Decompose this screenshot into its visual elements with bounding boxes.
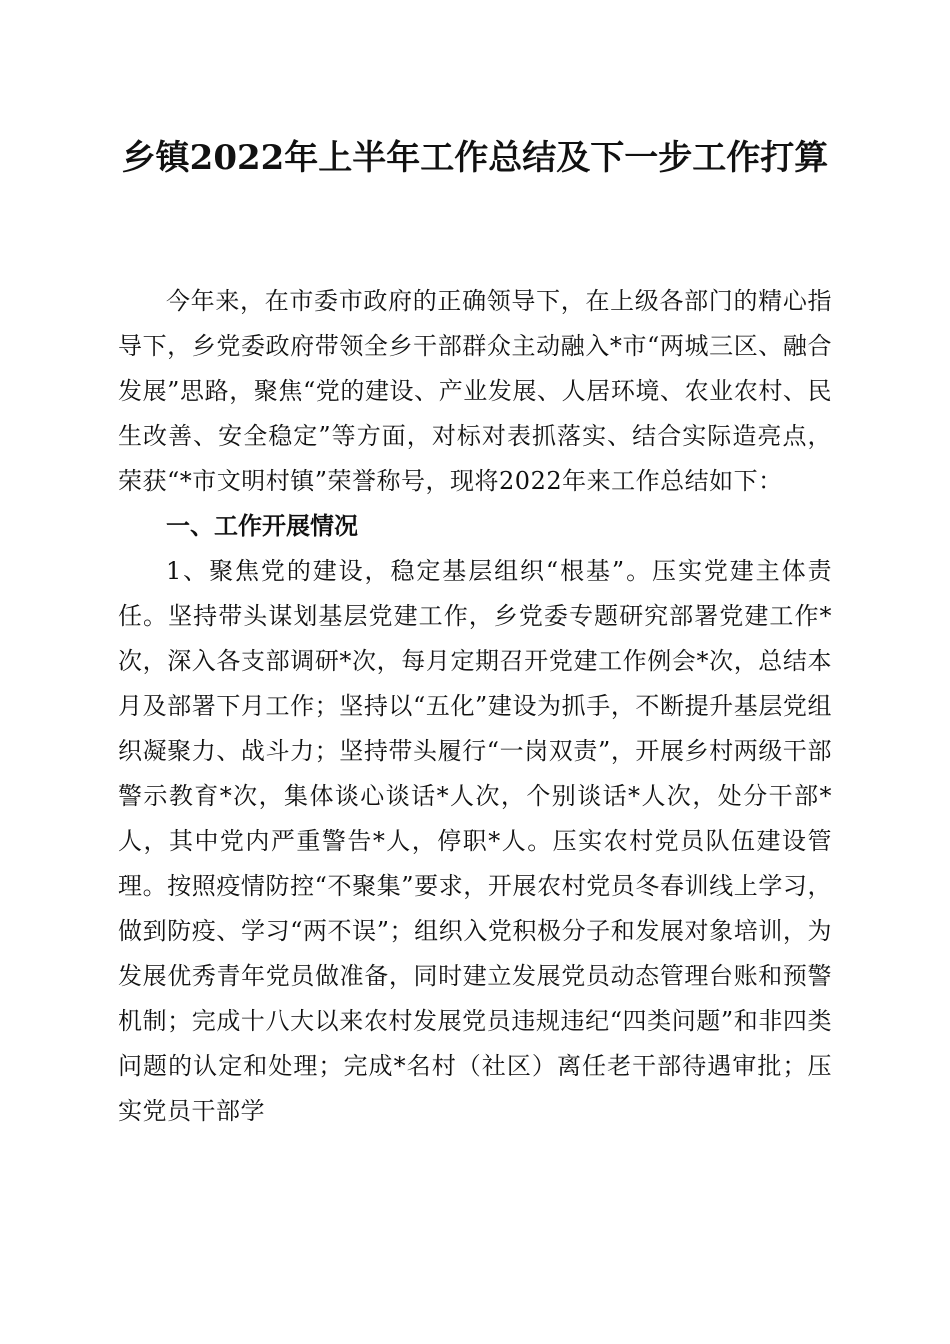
section-heading: 一、工作开展情况 — [166, 512, 358, 540]
document-title: 乡镇2022年上半年工作总结及下一步工作打算 — [121, 138, 829, 178]
section-paragraph: 1、聚焦党的建设，稳定基层组织“根基”。压实党建主体责任。坚持带头谋划基层党建工作，乡党委专题研究部署党建工作*次，深入各支部调研*次，每月定期召开党建工作例会*次，总结本月及部署下月工作；坚持以“五化”建设为抓手，不断提升基层党组织凝聚力、战斗力；坚持带头履行“一岗双责”，开展乡村两级干部警示教育*次，集体谈心谈话*人次，个别谈话*人次，处分干部*人，其中党内严重警告*人，停职*人。压实农村党员队伍建设管理。按照疫情防控“不聚集”要求，开展农村党员冬春训线上学习，做到防疫、学习“两不误”；组织入党积极分子和发展对象培训，为发展优秀青年党员做准备，同时建立发展党员动态管理台账和预警机制；完成十八大以来农村发展党员违规违纪“四类问题”和非四类问题的认定和处理；完成*名村（社区）离任老干部待遇审批；压实党员干部学 — [118, 557, 832, 1125]
document-body — [118, 279, 832, 1134]
intro-paragraph: 今年来，在市委市政府的正确领导下，在上级各部门的精心指导下，乡党委政府带领全乡干部群众主动融入*市“两城三区、融合发展”思路，聚焦“党的建设、产业发展、人居环境、农业农村、民生改善、安全稳定”等方面，对标对表抓落实、结合实际造亮点，荣获“*市文明村镇”荣誉称号，现将2022年来工作总结如下： — [118, 287, 832, 495]
